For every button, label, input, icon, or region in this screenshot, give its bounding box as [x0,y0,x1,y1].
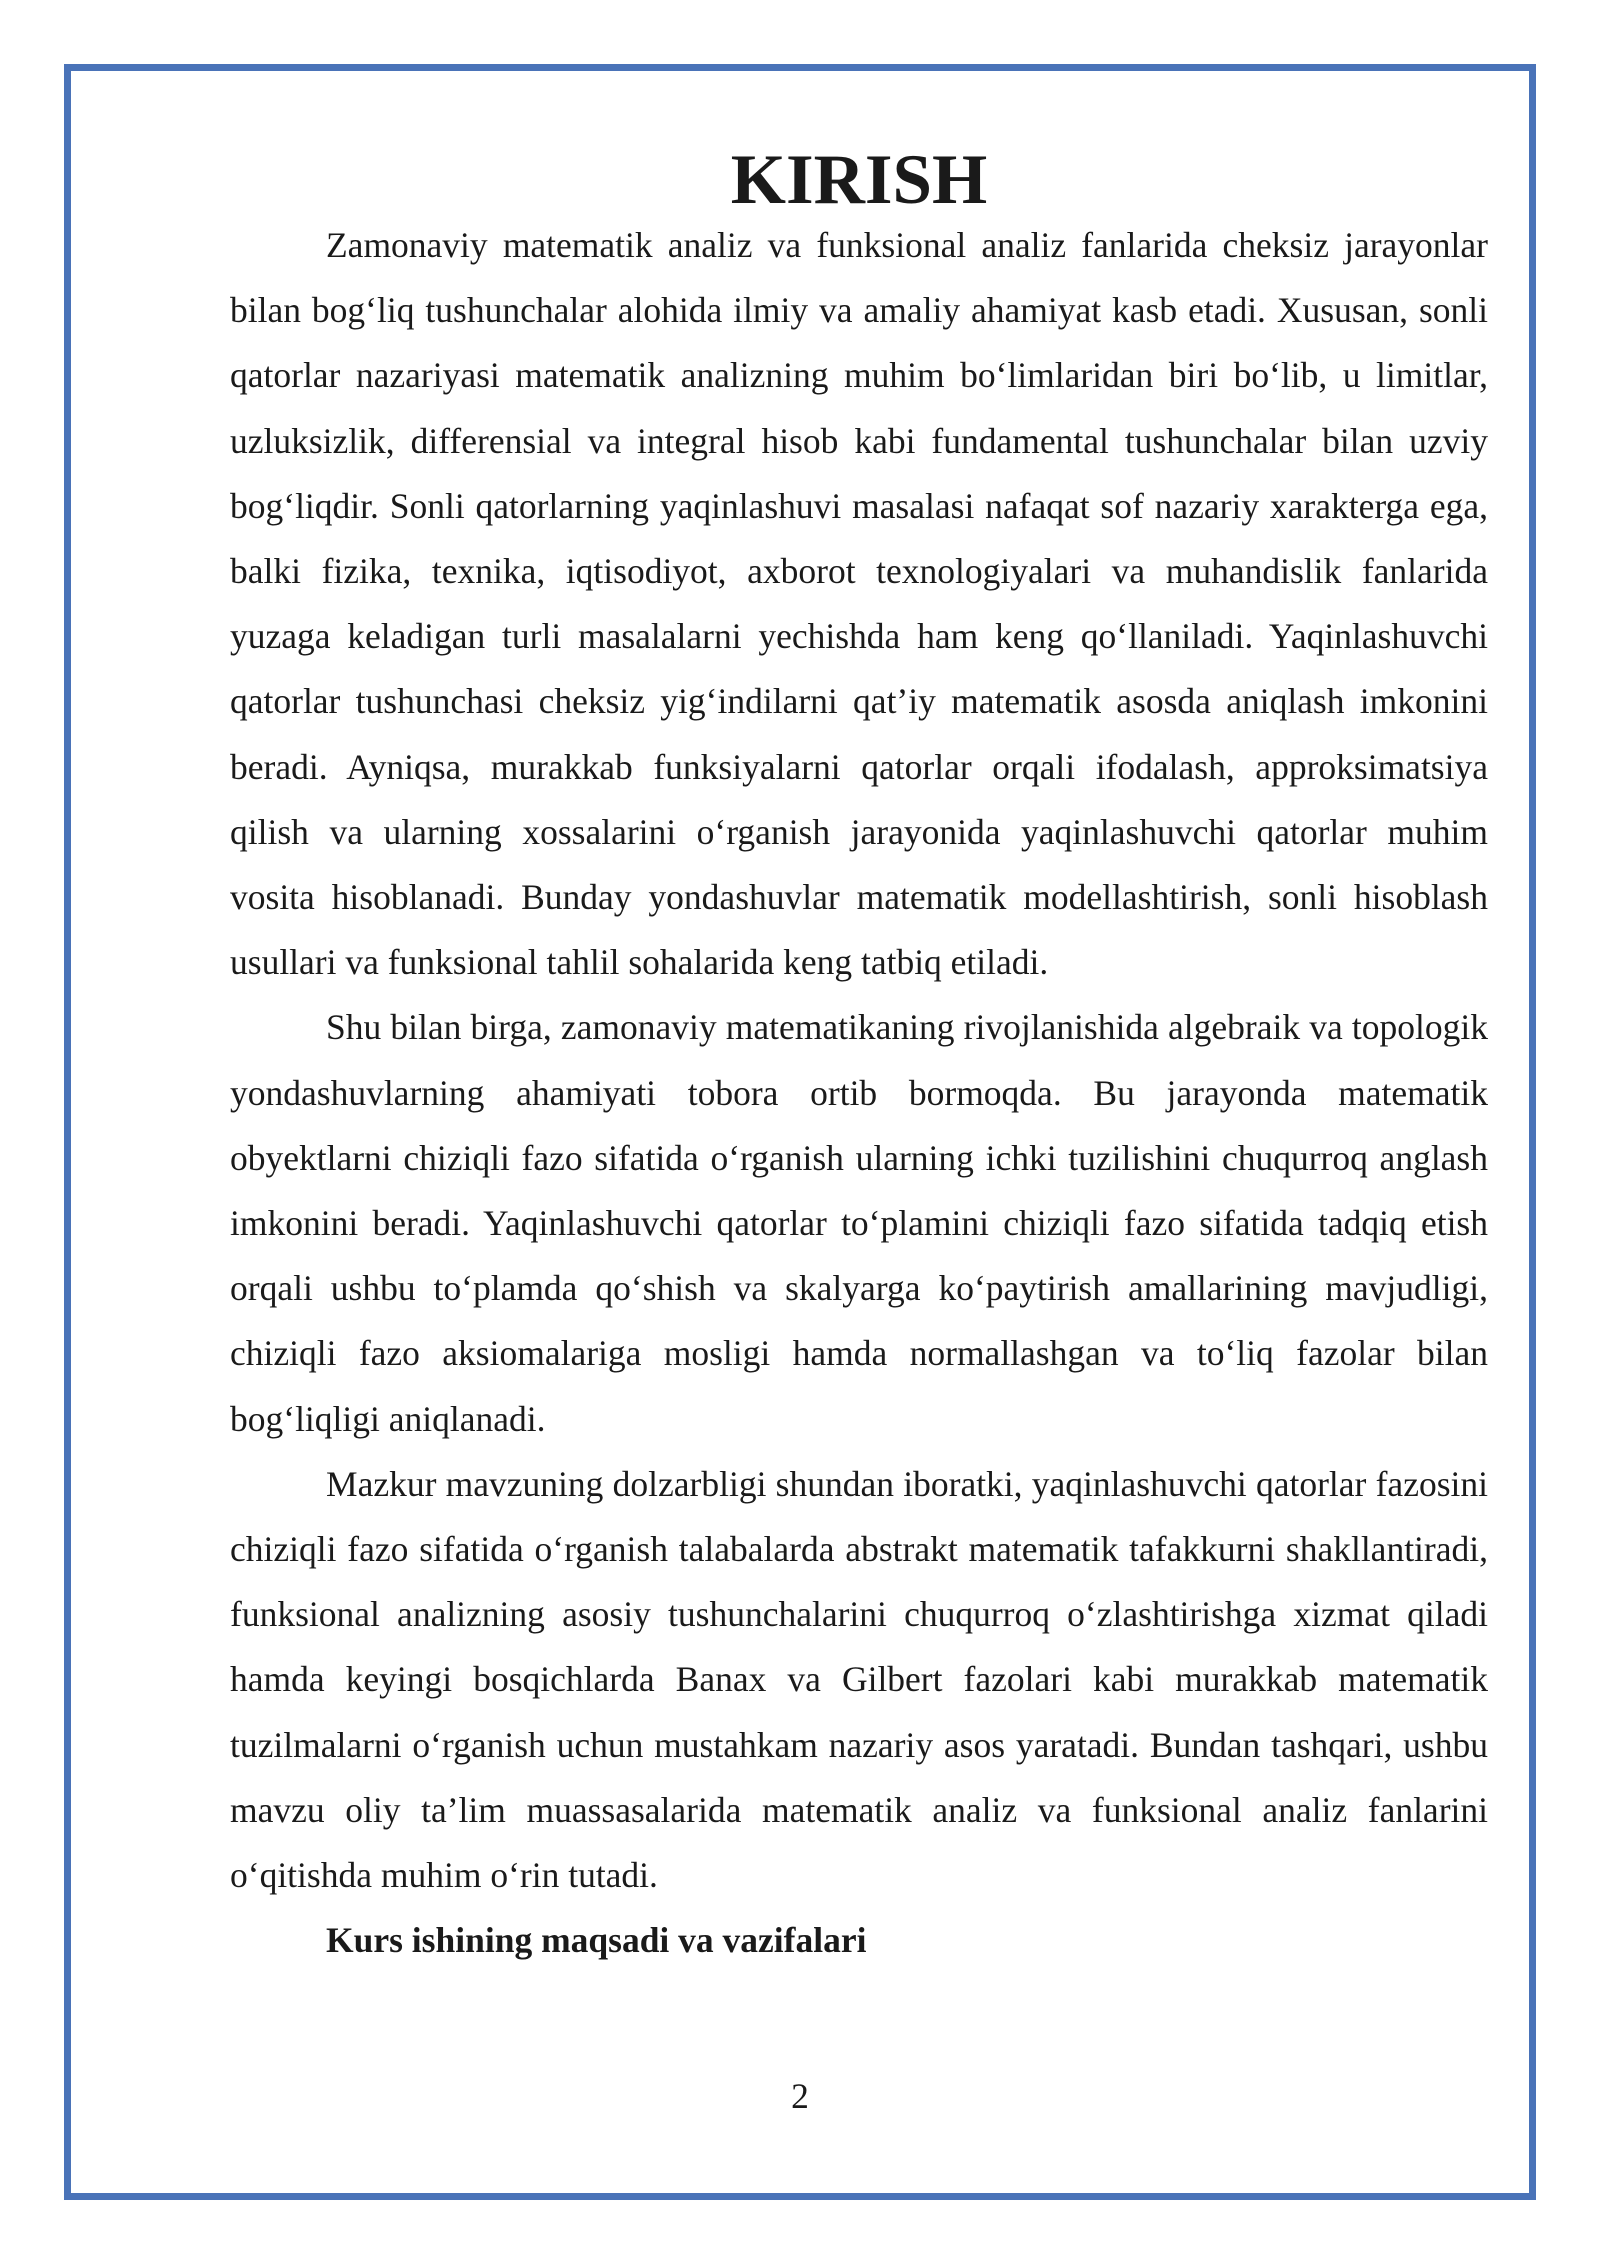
subsection-heading: Kurs ishining maqsadi va vazifalari [326,1920,867,1961]
paragraph-3: Mazkur mavzuning dolzarbligi shundan iboratki, yaqinlashuvchi qatorlar fazosini chiziqli fazo sifatida o‘rganish talabalarda abstrakt matematik tafakkurni shakllantiradi, funksional analizning asosiy tushunchalarini chuqurroq o‘zlashtirishga xizmat qiladi hamda keyingi bosqichlarda Banax va Gilbert fazolari kabi murakkab matematik tuzilmalarni o‘rganish uchun mustahkam nazariy asos yaratadi. Bundan tashqari, ushbu mavzu oliy ta’lim muassasalarida matematik analiz va funksional analiz fanlarini o‘qitishda muhim o‘rin tutadi. [230,1463,1488,1896]
document-body [230,141,1488,1973]
section-heading: KIRISH [730,141,988,219]
paragraph-2: Shu bilan birga, zamonaviy matematikaning rivojlanishida algebraik va topologik yondashuvlarning ahamiyati tobora ortib bormoqda. Bu jarayonda matematik obyektlarni chiziqli fazo sifatida o‘rganish ularning ichki tuzilishini chuqurroq anglash imkonini beradi. Yaqinlashuvchi qatorlar to‘plamini chiziqli fazo sifatida tadqiq etish orqali ushbu to‘plamda qo‘shish va skalyarga ko‘paytirish amallarining mavjudligi, chiziqli fazo aksiomalariga mosligi hamda normallashgan va to‘liq fazolar bilan bog‘liqligi aniqlanadi. [230,1007,1488,1439]
paragraph-1: Zamonaviy matematik analiz va funksional analiz fanlarida cheksiz jarayonlar bilan bog‘liq tushunchalar alohida ilmiy va amaliy ahamiyat kasb etadi. Xususan, sonli qatorlar nazariyasi matematik analizning muhim bo‘limlaridan biri bo‘lib, u limitlar, uzluksizlik, differensial va integral hisob kabi fundamental tushunchalar bilan uzviy bog‘liqdir. Sonli qatorlarning yaqinlashuvi masalasi nafaqat sof nazariy xarakterga ega, balki fizika, texnika, iqtisodiyot, axborot texnologiyalari va muhandislik fanlarida yuzaga keladigan turli masalalarni yechishda ham keng qo‘llaniladi. Yaqinlashuvchi qatorlar tushunchasi cheksiz yig‘indilarni qat’iy matematik asosda aniqlash imkonini beradi. Ayniqsa, murakkab funksiyalarni qatorlar orqali ifodalash, approksimatsiya qilish va ularning xossalarini o‘rganish jarayonida yaqinlashuvchi qatorlar muhim vosita hisoblanadi. Bunday yondashuvlar matematik modellashtirish, sonli hisoblash usullari va funksional tahlil sohalarida keng tatbiq etiladi. [230,225,1488,983]
page-number: 2 [791,2076,809,2116]
